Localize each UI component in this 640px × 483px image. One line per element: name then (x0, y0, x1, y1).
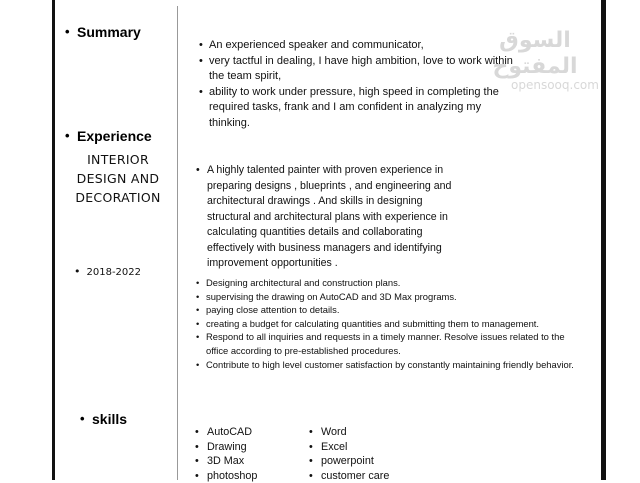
watermark-arabic: السوق المفتوح (470, 28, 600, 80)
job-period-text: 2018-2022 (87, 267, 142, 278)
responsibility-item: • paying close attention to details. (196, 303, 574, 317)
summary-item: • very tactful in dealing, I have high ambition, love to work within the team spirit, (199, 54, 527, 85)
skill-item: • Drawing (195, 440, 305, 455)
experience-description (196, 163, 464, 272)
skill-item: • 3D Max (195, 454, 305, 469)
page-border-right (601, 0, 606, 480)
skill-item: • photoshop (195, 469, 305, 483)
summary-item: • An experienced speaker and communicator, (199, 38, 527, 54)
job-title: INTERIOR DESIGN AND DECORATION (66, 150, 170, 207)
skill-item: • customer care (309, 469, 429, 483)
skills-list-2 (309, 425, 429, 483)
summary-heading (77, 24, 141, 40)
skills-list-1 (195, 425, 305, 483)
bullet-icon: • (65, 128, 70, 143)
page-border-left (52, 0, 55, 480)
skill-item: • Word (309, 425, 429, 440)
bullet-icon: • (80, 411, 85, 426)
responsibility-item: • Designing architectural and construction plans. (196, 276, 574, 290)
responsibility-item: • Contribute to high level customer satisfaction by constantly maintaining friendly behavior. (196, 358, 574, 372)
experience-description-text: • A highly talented painter with proven experience in preparing designs , blueprints , and engineering and architectural drawings . And skills in designing structural and architectural plans with experience in calculating quantities details and collaborating effectively with business managers and identifying improvement opportunities . (196, 163, 464, 272)
skills-heading-text: skills (92, 411, 127, 427)
experience-heading-text: Experience (77, 128, 152, 144)
bullet-icon: • (65, 24, 70, 39)
responsibilities-list (196, 276, 574, 371)
summary-heading-text: Summary (77, 24, 141, 40)
responsibility-item: • Respond to all inquiries and requests in a timely manner. Resolve issues related to the office according to pre-established procedures. (196, 330, 574, 357)
summary-item: • ability to work under pressure, high speed in completing the required tasks, frank and I am confident in analyzing my thinking. (199, 85, 509, 132)
job-period (74, 265, 141, 278)
summary-list (199, 38, 527, 131)
responsibility-item: • creating a budget for calculating quantities and submitting them to management. (196, 317, 574, 331)
experience-heading (77, 128, 152, 144)
skill-item: • Excel (309, 440, 429, 455)
responsibility-item: • supervising the drawing on AutoCAD and 3D Max programs. (196, 290, 574, 304)
watermark-latin: opensooq.com (470, 78, 600, 92)
skill-item: • AutoCAD (195, 425, 305, 440)
bullet-icon: • (74, 265, 81, 278)
column-divider (177, 6, 178, 480)
skill-item: • powerpoint (309, 454, 429, 469)
skills-heading (92, 411, 127, 427)
